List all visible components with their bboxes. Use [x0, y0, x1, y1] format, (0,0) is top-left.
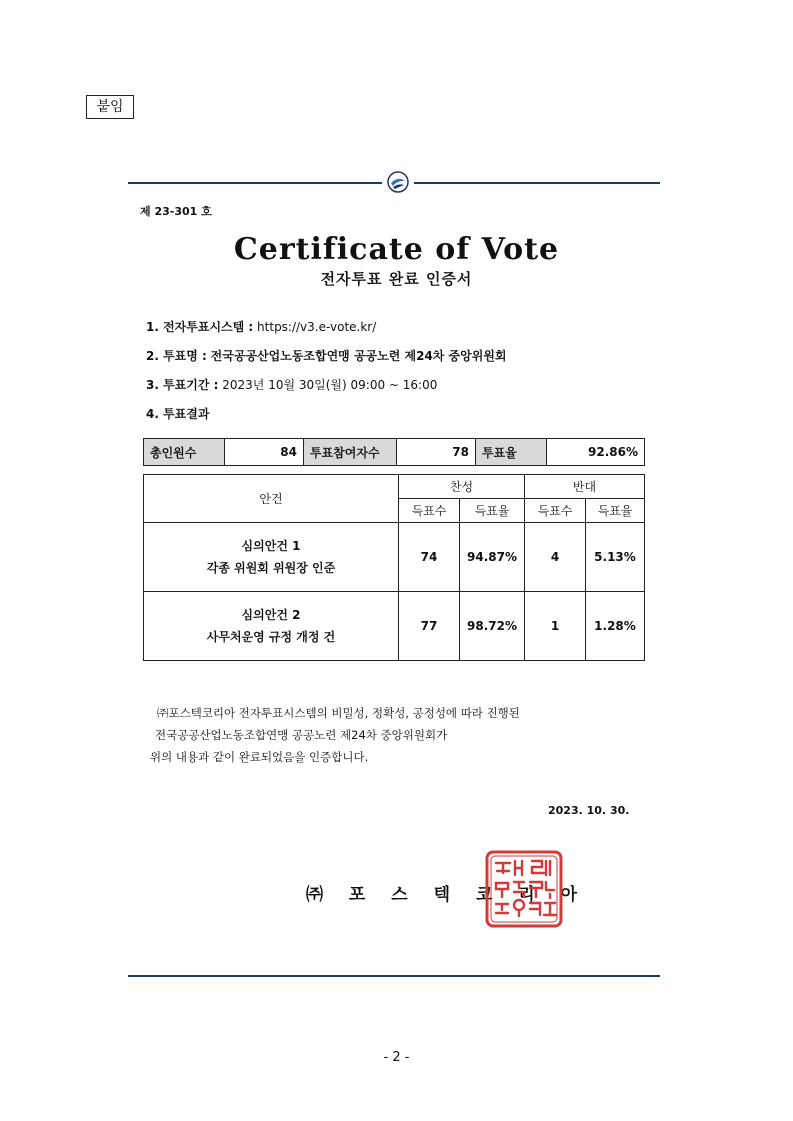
participants-value: 78: [397, 439, 476, 466]
turnout-label: 투표율: [476, 439, 547, 466]
table-row: [144, 523, 645, 592]
results-table: [143, 474, 645, 661]
participants-label: 투표참여자수: [304, 439, 397, 466]
against-votes: 1: [525, 592, 586, 661]
item-vote-name-value: 전국공공산업노동조합연맹 공공노련 제24차 중앙위원회: [210, 349, 507, 363]
logo-emblem-icon: [386, 170, 410, 194]
certification-note-line-3: 위의 내용과 같이 완료되었음을 인증합니다.: [150, 750, 369, 764]
for-rate: 98.72%: [460, 592, 525, 661]
against-rate: 1.28%: [586, 592, 645, 661]
against-votes: 4: [525, 523, 586, 592]
page-number: - 2 -: [383, 1050, 410, 1065]
title-english: Certificate of Vote: [233, 232, 560, 267]
item-vote-name: [146, 347, 507, 364]
attachment-label: 붙임: [86, 95, 134, 119]
item-vote-period-label: 3. 투표기간 :: [146, 378, 219, 392]
item-system: [146, 318, 376, 335]
company-seal-stamp: [484, 849, 564, 929]
item-vote-name-label: 2. 투표명 :: [146, 349, 207, 363]
total-members-label: 총인원수: [144, 439, 225, 466]
item-system-url: https://v3.e-vote.kr/: [257, 320, 377, 334]
item-vote-period: [146, 376, 437, 393]
item-vote-result: [146, 405, 209, 422]
top-rule-left: [128, 182, 382, 184]
agenda-title: 사무처운영 규정 개정 건: [206, 630, 336, 644]
table-row: [144, 592, 645, 661]
turnout-value: 92.86%: [547, 439, 645, 466]
issue-date: 2023. 10. 30.: [548, 804, 630, 817]
agenda-number: 심의안건 2: [241, 608, 301, 622]
item-vote-period-value: 2023년 10월 30일(월) 09:00 ~ 16:00: [222, 378, 438, 392]
company-name: ㈜ 포 스 텍 코 리 아: [306, 885, 588, 905]
for-votes: 74: [399, 523, 460, 592]
agenda-cell: [144, 523, 399, 592]
certification-note-line-2: 전국공공산업노동조합연맹 공공노련 제24차 중앙위원회가: [155, 728, 448, 742]
document-number: 제 23-301 호: [140, 205, 212, 218]
top-rule-right: [414, 182, 660, 184]
item-vote-result-label: 4. 투표결과: [146, 407, 210, 421]
against-rate: 5.13%: [586, 523, 645, 592]
for-header: 찬성: [399, 475, 525, 499]
for-votes-header: 득표수: [399, 499, 460, 523]
against-rate-header: 득표율: [586, 499, 645, 523]
agenda-title: 각종 위원회 위원장 인준: [206, 561, 336, 575]
item-system-label: 1. 전자투표시스템 :: [146, 320, 254, 334]
agenda-number: 심의안건 1: [241, 539, 301, 553]
agenda-header: 안건: [144, 475, 399, 523]
for-votes: 77: [399, 592, 460, 661]
against-header: 반대: [525, 475, 645, 499]
certification-note-line-1: ㈜포스텍코리아 전자투표시스템의 비밀성, 정확성, 공정성에 따라 진행된: [157, 706, 520, 720]
for-rate: 94.87%: [460, 523, 525, 592]
against-votes-header: 득표수: [525, 499, 586, 523]
summary-table: [143, 438, 645, 466]
total-members-value: 84: [225, 439, 304, 466]
agenda-cell: [144, 592, 399, 661]
for-rate-header: 득표율: [460, 499, 525, 523]
title-korean: 전자투표 완료 인증서: [320, 270, 473, 288]
bottom-rule: [128, 975, 660, 977]
